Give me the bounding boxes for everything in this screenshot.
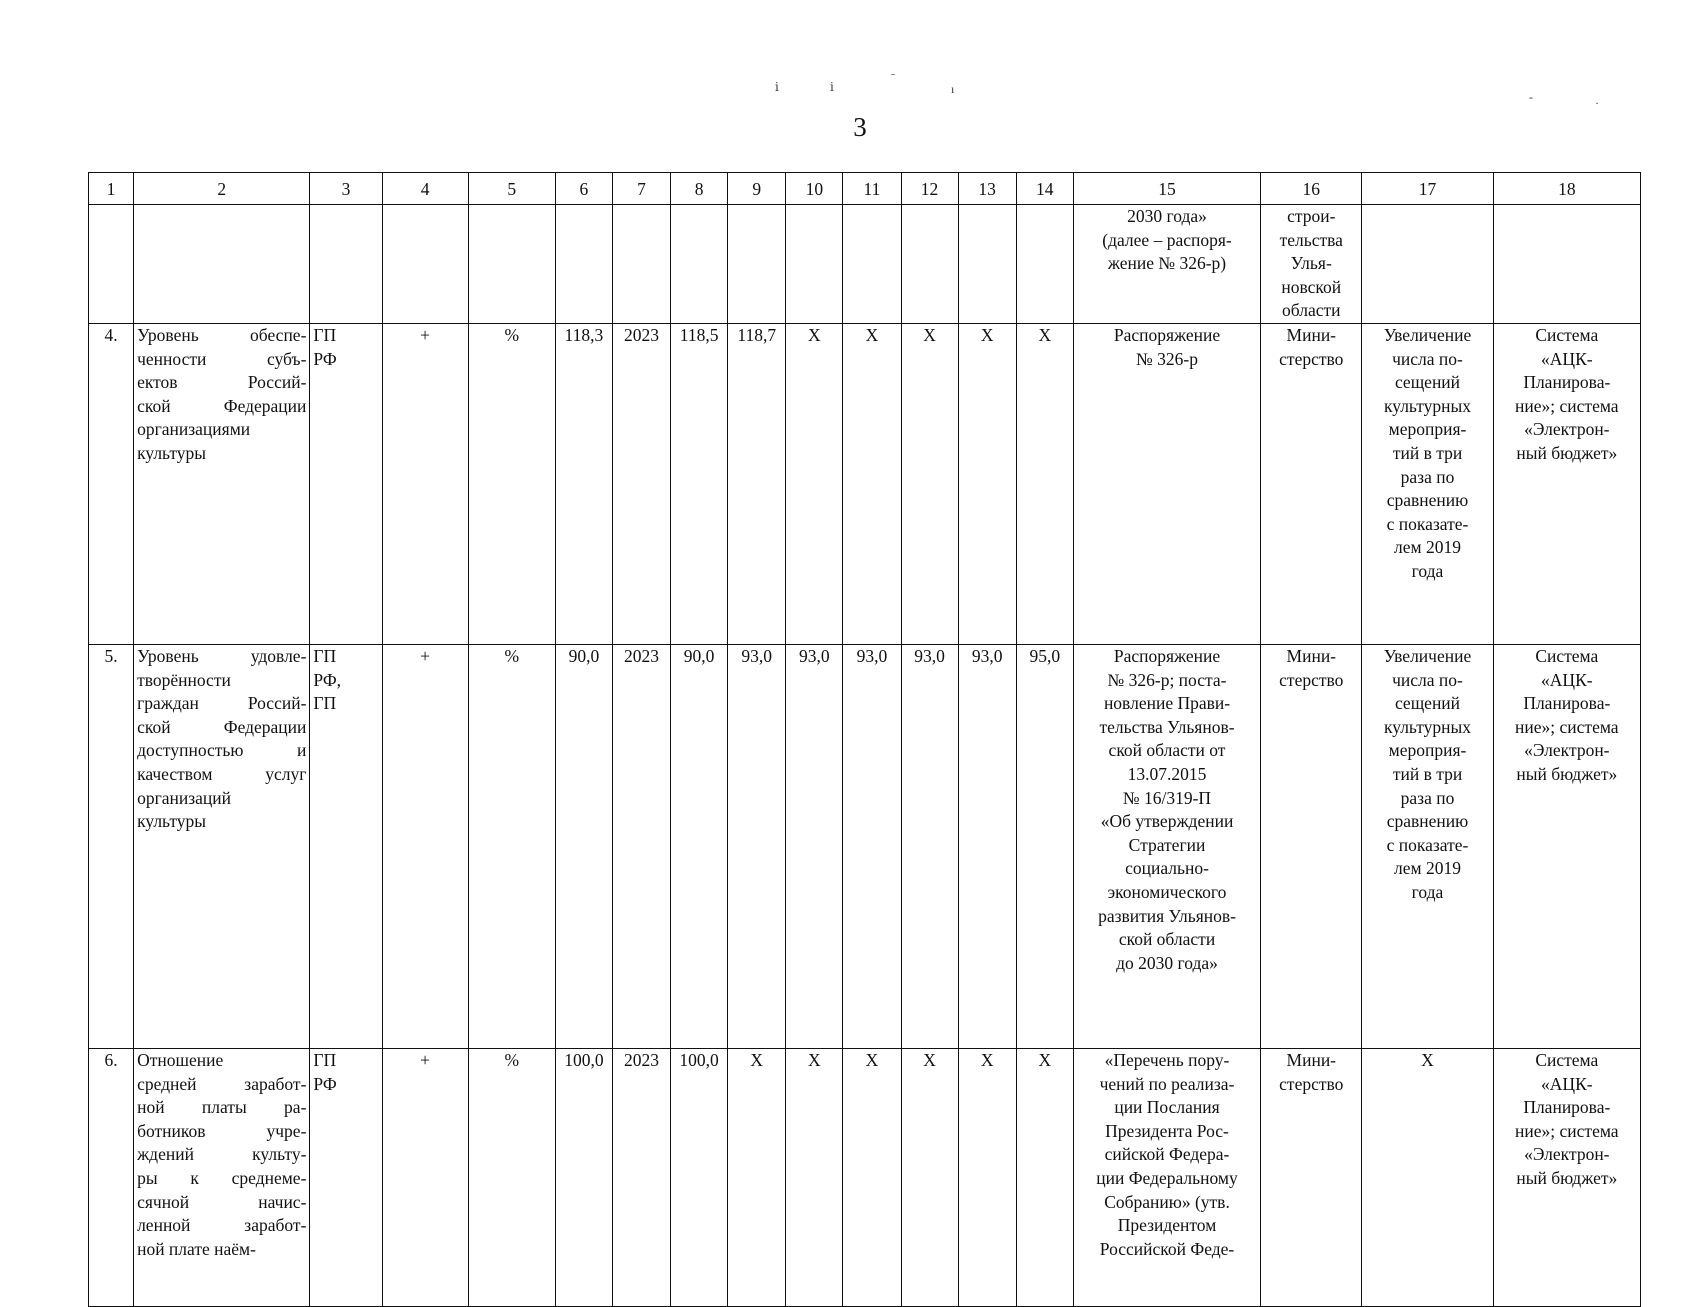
text-line: с показате- — [1386, 513, 1469, 534]
text-line: ГП — [313, 1049, 337, 1070]
text-line: с показате- — [1386, 834, 1469, 855]
value-c7: 2023 — [612, 644, 670, 1048]
text-line: средней заработ- — [137, 1073, 307, 1094]
text-line: ченности субъ- — [137, 348, 307, 369]
value-c12: X — [901, 1048, 958, 1306]
text-line: ботников учре- — [137, 1120, 307, 1141]
text-line: ждений культу- — [137, 1144, 307, 1165]
value-c12: 93,0 — [901, 644, 958, 1048]
info-system — [1493, 1048, 1640, 1306]
table-row — [89, 323, 1641, 644]
row-number: 5. — [89, 644, 134, 1048]
indicator-name-lines — [137, 645, 306, 834]
text-line: ной плате наём- — [137, 1238, 256, 1259]
cont-col16 — [1261, 205, 1362, 324]
text-line: ры к среднеме- — [137, 1167, 307, 1188]
text-line: сравнению — [1386, 490, 1469, 511]
indicator-name-lines — [137, 1049, 306, 1261]
header-cell-4: 4 — [382, 173, 468, 205]
row-number: 6. — [89, 1048, 134, 1306]
text-line: РФ — [313, 348, 337, 369]
text-line: ный бюджет» — [1516, 1167, 1618, 1188]
responsible-body-lines — [1264, 1049, 1358, 1096]
text-line: культуры — [137, 442, 207, 463]
cont-col15 — [1073, 205, 1260, 324]
text-line: Мини- — [1286, 1049, 1337, 1070]
responsible-body-lines — [1264, 645, 1358, 692]
row-number: 4. — [89, 323, 134, 644]
value-c10: 93,0 — [786, 644, 843, 1048]
text-line: граждан Россий- — [137, 693, 307, 714]
text-line: Отношение — [137, 1049, 224, 1070]
text-line: сийской Федера- — [1104, 1144, 1230, 1165]
value-c13: 93,0 — [958, 644, 1016, 1048]
text-line: Система — [1535, 324, 1599, 345]
value-c10: X — [786, 1048, 843, 1306]
program-cell-lines — [313, 324, 378, 371]
header-cell-10: 10 — [786, 173, 843, 205]
responsible-body — [1261, 1048, 1362, 1306]
value-c7: 2023 — [612, 1048, 670, 1306]
text-line: сещений — [1394, 693, 1461, 714]
value-c11: X — [843, 1048, 901, 1306]
value-c9: X — [728, 1048, 786, 1306]
header-cell-16: 16 — [1261, 173, 1362, 205]
text-line: Мини- — [1286, 645, 1337, 666]
text-line: области — [1282, 300, 1341, 321]
responsible-body — [1261, 323, 1362, 644]
text-line: сещений — [1394, 372, 1461, 393]
value-c6: 118,3 — [555, 323, 612, 644]
text-line: X — [1421, 1049, 1434, 1070]
program-cell-lines — [313, 1049, 378, 1096]
basis-document-lines — [1077, 324, 1257, 371]
program-cell — [310, 1048, 382, 1306]
value-c8: 90,0 — [671, 644, 728, 1048]
value-c8: 118,5 — [671, 323, 728, 644]
text-line: ской Федерации — [137, 395, 307, 416]
text-line: «АЦК- — [1541, 348, 1593, 369]
text-line: сячной начис- — [137, 1191, 307, 1212]
info-system — [1493, 644, 1640, 1048]
value-c8: 100,0 — [671, 1048, 728, 1306]
text-line: числа по- — [1392, 669, 1463, 690]
value-c13: X — [958, 1048, 1016, 1306]
text-line: 13.07.2015 — [1127, 763, 1207, 784]
header-cell-8: 8 — [671, 173, 728, 205]
text-line: № 326-р; поста- — [1107, 669, 1227, 690]
text-line: года — [1411, 881, 1444, 902]
value-c11: X — [843, 323, 901, 644]
text-line: № 16/319-П — [1122, 787, 1212, 808]
text-line: года — [1411, 560, 1444, 581]
text-line: (далее – распоря- — [1102, 229, 1232, 250]
relation-cell — [1362, 644, 1493, 1048]
header-cell-1: 1 — [89, 173, 134, 205]
text-line: ской области — [1118, 929, 1216, 950]
text-line: тельства Ульянов- — [1099, 716, 1235, 737]
continuation-row — [89, 205, 1641, 324]
text-line: раза по — [1400, 787, 1455, 808]
text-line: ции Послания — [1114, 1097, 1220, 1118]
value-c10: X — [786, 323, 843, 644]
indicator-name-lines — [137, 324, 306, 466]
text-line: развития Ульянов- — [1098, 905, 1236, 926]
text-line: Собранию» (утв. — [1104, 1191, 1230, 1212]
text-line: Президента Рос- — [1105, 1120, 1229, 1141]
text-line: Российской Феде- — [1099, 1238, 1235, 1259]
text-line: ленной заработ- — [137, 1215, 307, 1236]
header-cell-18: 18 — [1493, 173, 1640, 205]
indicator-name — [134, 323, 310, 644]
text-line: новление Прави- — [1103, 693, 1231, 714]
text-line: чений по реализа- — [1099, 1073, 1235, 1094]
basis-document-lines — [1077, 645, 1257, 975]
text-line: ный бюджет» — [1516, 763, 1618, 784]
value-c13: X — [958, 323, 1016, 644]
header-cell-9: 9 — [728, 173, 786, 205]
header-cell-3: 3 — [310, 173, 382, 205]
text-line: ГП — [313, 645, 337, 666]
header-cell-14: 14 — [1016, 173, 1073, 205]
header-cell-2: 2 — [134, 173, 310, 205]
text-line: «Перечень пору- — [1104, 1049, 1230, 1070]
basis-document — [1073, 644, 1260, 1048]
text-line: культуры — [137, 811, 207, 832]
text-line: Распоряжение — [1113, 645, 1221, 666]
indicator-name — [134, 1048, 310, 1306]
relation-cell-lines — [1365, 1049, 1489, 1073]
indicator-name — [134, 644, 310, 1048]
relation-cell-lines — [1365, 324, 1489, 584]
value-c14: X — [1016, 323, 1073, 644]
text-line: «Об утверждении — [1100, 811, 1234, 832]
value-c14: 95,0 — [1016, 644, 1073, 1048]
value-c7: 2023 — [612, 323, 670, 644]
value-c6: 100,0 — [555, 1048, 612, 1306]
table-row — [89, 644, 1641, 1048]
info-system — [1493, 323, 1640, 644]
header-cell-6: 6 — [555, 173, 612, 205]
text-line: ГП — [313, 324, 337, 345]
text-line: стерство — [1279, 669, 1344, 690]
text-line: доступностью и — [137, 740, 307, 761]
info-system-lines — [1497, 1049, 1637, 1191]
indicators-table — [88, 172, 1641, 1307]
header-cell-7: 7 — [612, 173, 670, 205]
relation-cell — [1362, 323, 1493, 644]
value-c12: X — [901, 323, 958, 644]
header-cell-5: 5 — [468, 173, 555, 205]
text-line: Президентом — [1117, 1215, 1217, 1236]
text-line: Планирова- — [1523, 1097, 1611, 1118]
direction-cell: + — [382, 323, 468, 644]
text-line: ние»; система — [1515, 395, 1619, 416]
text-line: строи- — [1287, 206, 1336, 226]
header-row — [89, 173, 1641, 205]
text-line: Улья- — [1290, 253, 1332, 274]
info-system-lines — [1497, 645, 1637, 787]
text-line: РФ — [313, 1073, 337, 1094]
relation-cell-lines — [1365, 645, 1489, 905]
text-line: тельства — [1279, 229, 1343, 250]
text-line: новской — [1281, 276, 1342, 297]
header-cell-13: 13 — [958, 173, 1016, 205]
text-line: Увеличение — [1383, 324, 1472, 345]
responsible-body — [1261, 644, 1362, 1048]
text-line: сравнению — [1386, 811, 1469, 832]
text-line: Уровень удовле- — [137, 645, 307, 666]
text-line: организаций — [137, 787, 232, 808]
text-line: ние»; система — [1515, 1120, 1619, 1141]
text-line: культурных — [1383, 395, 1472, 416]
value-c14: X — [1016, 1048, 1073, 1306]
text-line: тий в три — [1392, 442, 1463, 463]
text-line: Система — [1535, 1049, 1599, 1070]
text-line: ние»; система — [1515, 716, 1619, 737]
text-line: качеством услуг — [137, 763, 307, 784]
text-line: стерство — [1279, 348, 1344, 369]
header-cell-17: 17 — [1362, 173, 1493, 205]
text-line: ской области от — [1108, 740, 1226, 761]
value-c9: 93,0 — [728, 644, 786, 1048]
unit-cell: % — [468, 323, 555, 644]
text-line: ный бюджет» — [1516, 442, 1618, 463]
text-line: организациями — [137, 419, 251, 440]
text-line: ции Федеральному — [1096, 1167, 1238, 1188]
text-line: Уровень обеспе- — [137, 324, 307, 345]
unit-cell: % — [468, 1048, 555, 1306]
value-c6: 90,0 — [555, 644, 612, 1048]
text-line: Мини- — [1286, 324, 1337, 345]
unit-cell: % — [468, 644, 555, 1048]
table-row — [89, 1048, 1641, 1306]
text-line: мероприя- — [1388, 740, 1467, 761]
info-system-lines — [1497, 324, 1637, 466]
value-c9: 118,7 — [728, 323, 786, 644]
text-line: стерство — [1279, 1073, 1344, 1094]
responsible-body-lines — [1264, 324, 1358, 371]
text-line: до 2030 года» — [1116, 952, 1218, 973]
text-line: ной платы ра- — [137, 1097, 307, 1118]
text-line: РФ, — [313, 669, 342, 690]
text-line: лем 2019 — [1394, 858, 1461, 879]
text-line: раза по — [1400, 466, 1455, 487]
text-line: Увеличение — [1383, 645, 1472, 666]
text-line: мероприя- — [1388, 419, 1467, 440]
text-line: культурных — [1383, 716, 1472, 737]
direction-cell: + — [382, 1048, 468, 1306]
basis-document — [1073, 323, 1260, 644]
text-line: тий в три — [1392, 763, 1463, 784]
value-c11: 93,0 — [843, 644, 901, 1048]
text-line: числа по- — [1392, 348, 1463, 369]
text-line: 2030 года» — [1127, 206, 1207, 226]
basis-document — [1073, 1048, 1260, 1306]
text-line: жение № 326-р) — [1107, 253, 1227, 274]
text-line: лем 2019 — [1394, 537, 1461, 558]
text-line: «Электрон- — [1524, 419, 1610, 440]
text-line: ской Федерации — [137, 716, 307, 737]
program-cell — [310, 644, 382, 1048]
direction-cell: + — [382, 644, 468, 1048]
text-line: Стратегии — [1128, 834, 1206, 855]
program-cell — [310, 323, 382, 644]
text-line: экономического — [1107, 881, 1227, 902]
text-line: «Электрон- — [1524, 740, 1610, 761]
text-line: ектов Россий- — [137, 372, 307, 393]
header-cell-12: 12 — [901, 173, 958, 205]
relation-cell — [1362, 1048, 1493, 1306]
text-line: № 326-р — [1136, 348, 1198, 369]
text-line: Планирова- — [1523, 372, 1611, 393]
text-line: ГП — [313, 693, 337, 714]
text-line: Система — [1535, 645, 1599, 666]
text-line: «АЦК- — [1541, 669, 1593, 690]
text-line: социально- — [1125, 858, 1209, 879]
program-cell-lines — [313, 645, 378, 716]
header-cell-11: 11 — [843, 173, 901, 205]
header-cell-15: 15 — [1073, 173, 1260, 205]
text-line: Планирова- — [1523, 693, 1611, 714]
page-number: 3 — [853, 112, 867, 142]
text-line: «АЦК- — [1541, 1073, 1593, 1094]
text-line: «Электрон- — [1524, 1144, 1610, 1165]
basis-document-lines — [1077, 1049, 1257, 1261]
text-line: Распоряжение — [1113, 324, 1221, 345]
text-line: творённости — [137, 669, 231, 690]
